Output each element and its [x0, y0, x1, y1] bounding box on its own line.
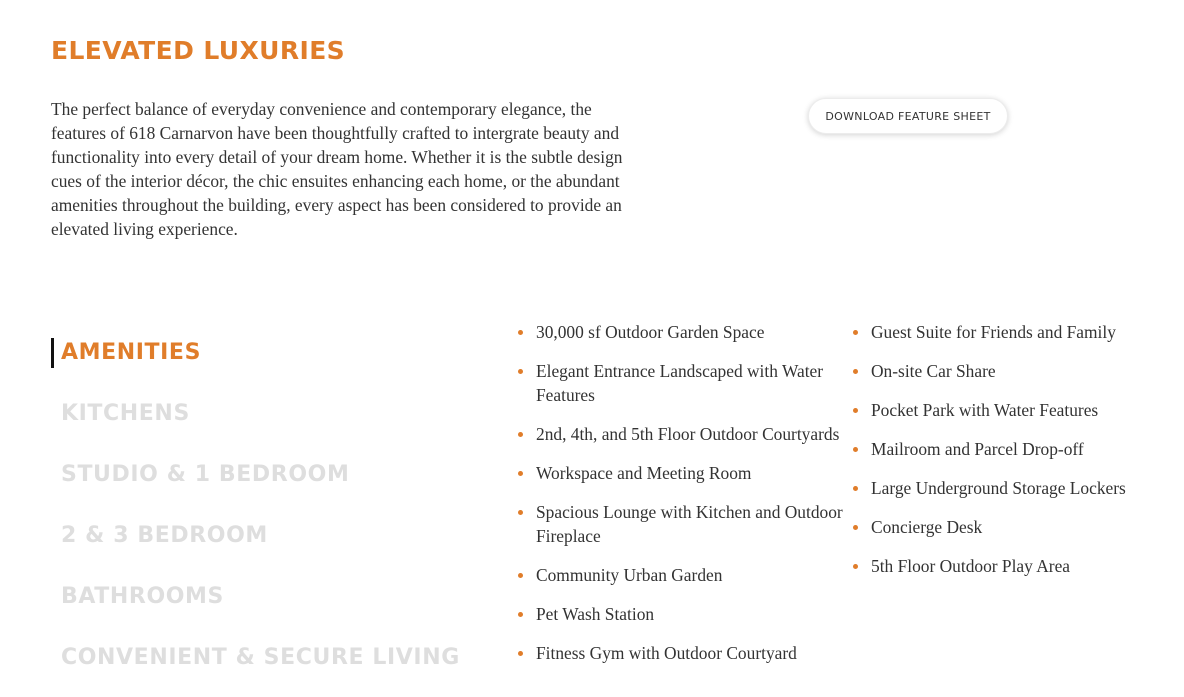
feature-text: Mailroom and Parcel Drop-off — [871, 439, 1084, 459]
bullet-dot-icon — [518, 432, 523, 437]
feature-list-column-2 — [850, 320, 1170, 593]
feature-item — [515, 641, 845, 665]
feature-text: Spacious Lounge with Kitchen and Outdoor Fireplace — [536, 502, 843, 546]
feature-text: Pocket Park with Water Features — [871, 400, 1099, 420]
feature-category-tabs — [51, 336, 491, 697]
tab-convenient-secure-living[interactable]: CONVENIENT & SECURE LIVING — [61, 645, 460, 670]
tab-2-3-bedroom[interactable]: 2 & 3 BEDROOM — [61, 523, 268, 548]
bullet-dot-icon — [518, 573, 523, 578]
feature-text: Pet Wash Station — [536, 604, 655, 624]
feature-text: Guest Suite for Friends and Family — [871, 322, 1116, 342]
feature-item — [850, 398, 1170, 422]
download-feature-sheet-button[interactable]: DOWNLOAD FEATURE SHEET — [808, 98, 1008, 134]
bullet-dot-icon — [518, 471, 523, 476]
feature-text: Workspace and Meeting Room — [536, 463, 752, 483]
page-title: ELEVATED LUXURIES — [51, 36, 346, 65]
bullet-dot-icon — [853, 369, 858, 374]
feature-item — [515, 359, 845, 407]
tab-kitchens[interactable]: KITCHENS — [61, 401, 190, 426]
tab-amenities[interactable]: AMENITIES — [51, 336, 491, 397]
feature-text: 5th Floor Outdoor Play Area — [871, 556, 1071, 576]
bullet-dot-icon — [518, 510, 523, 515]
bullet-dot-icon — [518, 651, 523, 656]
bullet-dot-icon — [853, 525, 858, 530]
feature-item — [515, 461, 845, 485]
bullet-dot-icon — [853, 447, 858, 452]
bullet-dot-icon — [518, 369, 523, 374]
feature-item — [515, 500, 845, 548]
feature-text: Large Underground Storage Lockers — [871, 478, 1126, 498]
bullet-dot-icon — [853, 330, 858, 335]
feature-list-column-1 — [515, 320, 845, 680]
intro-paragraph: The perfect balance of everyday convenience and contemporary elegance, the features of 618 Carnarvon have been thoughtfully crafted to intergrate beauty and functionality into every detail of your dream home. Whether it is the subtle design cues of the interior décor, the chic ensuites enhancing each home, or the abundant amenities throughout the building, every aspect has been considered to provide an elevated living experience. — [51, 99, 623, 239]
feature-item — [515, 320, 845, 344]
bullet-dot-icon — [853, 408, 858, 413]
bullet-dot-icon — [518, 330, 523, 335]
feature-text: Fitness Gym with Outdoor Courtyard — [536, 643, 797, 663]
feature-item — [850, 515, 1170, 539]
feature-text: Elegant Entrance Landscaped with Water Features — [536, 361, 824, 405]
feature-item — [515, 563, 845, 587]
feature-text: On-site Car Share — [871, 361, 996, 381]
tab-studio-1-bedroom[interactable]: STUDIO & 1 BEDROOM — [61, 462, 350, 487]
tab-bathrooms[interactable]: BATHROOMS — [61, 584, 224, 609]
feature-item — [850, 437, 1170, 461]
bullet-dot-icon — [518, 612, 523, 617]
feature-text: Concierge Desk — [871, 517, 983, 537]
feature-item — [850, 476, 1170, 500]
feature-item — [850, 359, 1170, 383]
feature-item — [515, 422, 845, 446]
feature-text: 30,000 sf Outdoor Garden Space — [536, 322, 765, 342]
feature-text: Community Urban Garden — [536, 565, 723, 585]
bullet-dot-icon — [853, 486, 858, 491]
feature-item — [515, 602, 845, 626]
feature-text: 2nd, 4th, and 5th Floor Outdoor Courtyards — [536, 424, 840, 444]
feature-item — [850, 320, 1170, 344]
bullet-dot-icon — [853, 564, 858, 569]
feature-item — [850, 554, 1170, 578]
